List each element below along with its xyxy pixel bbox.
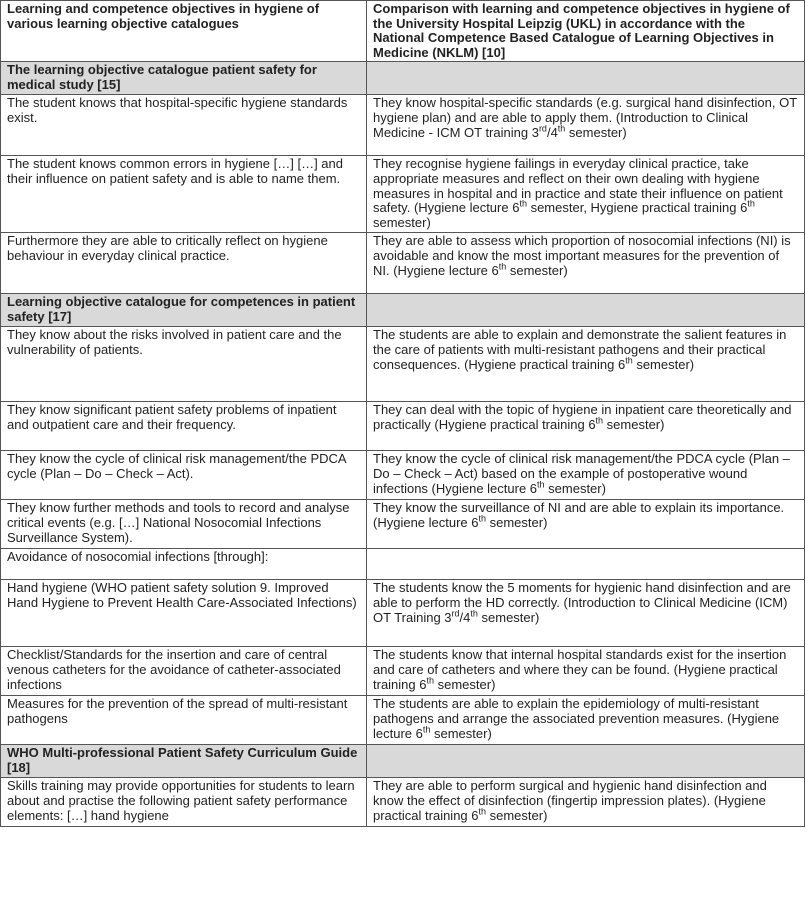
row-col1: Furthermore they are able to critically reflect on hygiene behaviour in everyday clinical practice. [1, 233, 367, 294]
table-row [1, 500, 805, 549]
row-col2: They are able to assess which proportion of nosocomial infections (NI) is avoidable and know the most important measures for the prevention of NI. (Hygiene lecture 6th semester) [367, 233, 805, 294]
row-col1: Checklist/Standards for the insertion and care of central venous catheters for the avoidance of catheter-associated infections [1, 647, 367, 696]
table-row [1, 327, 805, 402]
section-empty [367, 294, 805, 327]
section-row [1, 745, 805, 778]
row-col2: They know the cycle of clinical risk management/the PDCA cycle (Plan – Do – Check – Act) based on the example of postoperative wound infections (Hygiene lecture 6th semester) [367, 451, 805, 500]
row-col2: They are able to perform surgical and hygienic hand disinfection and know the effect of disinfection (fingertip impression plates). (Hygiene practical training 6th semester) [367, 778, 805, 827]
row-col2: They know hospital-specific standards (e.g. surgical hand disinfection, OT hygiene plan) and are able to apply them. (Introduction to Clinical Medicine - ICM OT training 3rd/4th semester) [367, 95, 805, 156]
row-col1: Measures for the prevention of the spread of multi-resistant pathogens [1, 696, 367, 745]
row-col2: They recognise hygiene failings in everyday clinical practice, take appropriate measures and reflect on their own dealing with hygiene measures in hospital and in practice and state their influence on patient safety. (Hygiene lecture 6th semester, Hygiene practical training 6th semester) [367, 156, 805, 233]
row-col1: The student knows common errors in hygiene […] […] and their influence on patient safety and is able to name them. [1, 156, 367, 233]
row-col1: They know about the risks involved in patient care and the vulnerability of patients. [1, 327, 367, 402]
table-row [1, 580, 805, 647]
row-col2: They can deal with the topic of hygiene in inpatient care theoretically and practically (Hygiene practical training 6th semester) [367, 402, 805, 451]
table-row [1, 233, 805, 294]
row-col1: They know further methods and tools to record and analyse critical events (e.g. […] National Nosocomial Infections Surveillance System). [1, 500, 367, 549]
table-row [1, 696, 805, 745]
table-row [1, 549, 805, 580]
header-col2: Comparison with learning and competence objectives in hygiene of the University Hospital Leipzig (UKL) in accordance with the National Competence Based Catalogue of Learning Objectives in Medicine (NKLM) [10] [367, 1, 805, 62]
table-row [1, 402, 805, 451]
row-col2: The students know the 5 moments for hygienic hand disinfection and are able to perform the HD correctly. (Introduction to Clinical Medicine (ICM) OT Training 3rd/4th semester) [367, 580, 805, 647]
row-col2: The students know that internal hospital standards exist for the insertion and care of catheters and where they can be found. (Hygiene practical training 6th semester) [367, 647, 805, 696]
row-col2 [367, 549, 805, 580]
row-col1: They know the cycle of clinical risk management/the PDCA cycle (Plan – Do – Check – Act). [1, 451, 367, 500]
row-col2: They know the surveillance of NI and are able to explain its importance. (Hygiene lecture 6th semester) [367, 500, 805, 549]
section-title: Learning objective catalogue for competences in patient safety [17] [1, 294, 367, 327]
table-row [1, 647, 805, 696]
row-col1: Skills training may provide opportunities for students to learn about and practise the following patient safety performance elements: […] hand hygiene [1, 778, 367, 827]
table-row [1, 95, 805, 156]
section-title: WHO Multi-professional Patient Safety Curriculum Guide [18] [1, 745, 367, 778]
table-row [1, 451, 805, 500]
table-row [1, 778, 805, 827]
section-empty [367, 745, 805, 778]
header-col1: Learning and competence objectives in hygiene of various learning objective catalogues [1, 1, 367, 62]
section-empty [367, 62, 805, 95]
section-row [1, 294, 805, 327]
row-col2: The students are able to explain the epidemiology of multi-resistant pathogens and arrange the associated prevention measures. (Hygiene lecture 6th semester) [367, 696, 805, 745]
row-col1: Avoidance of nosocomial infections [through]: [1, 549, 367, 580]
row-col1: The student knows that hospital-specific hygiene standards exist. [1, 95, 367, 156]
section-row [1, 62, 805, 95]
row-col2: The students are able to explain and demonstrate the salient features in the care of patients with multi-resistant pathogens and their practical consequences. (Hygiene practical training 6th semester) [367, 327, 805, 402]
table-row [1, 156, 805, 233]
row-col1: Hand hygiene (WHO patient safety solution 9. Improved Hand Hygiene to Prevent Health Care-Associated Infections) [1, 580, 367, 647]
table-header-row [1, 1, 805, 62]
row-col1: They know significant patient safety problems of inpatient and outpatient care and their frequency. [1, 402, 367, 451]
section-title: The learning objective catalogue patient safety for medical study [15] [1, 62, 367, 95]
